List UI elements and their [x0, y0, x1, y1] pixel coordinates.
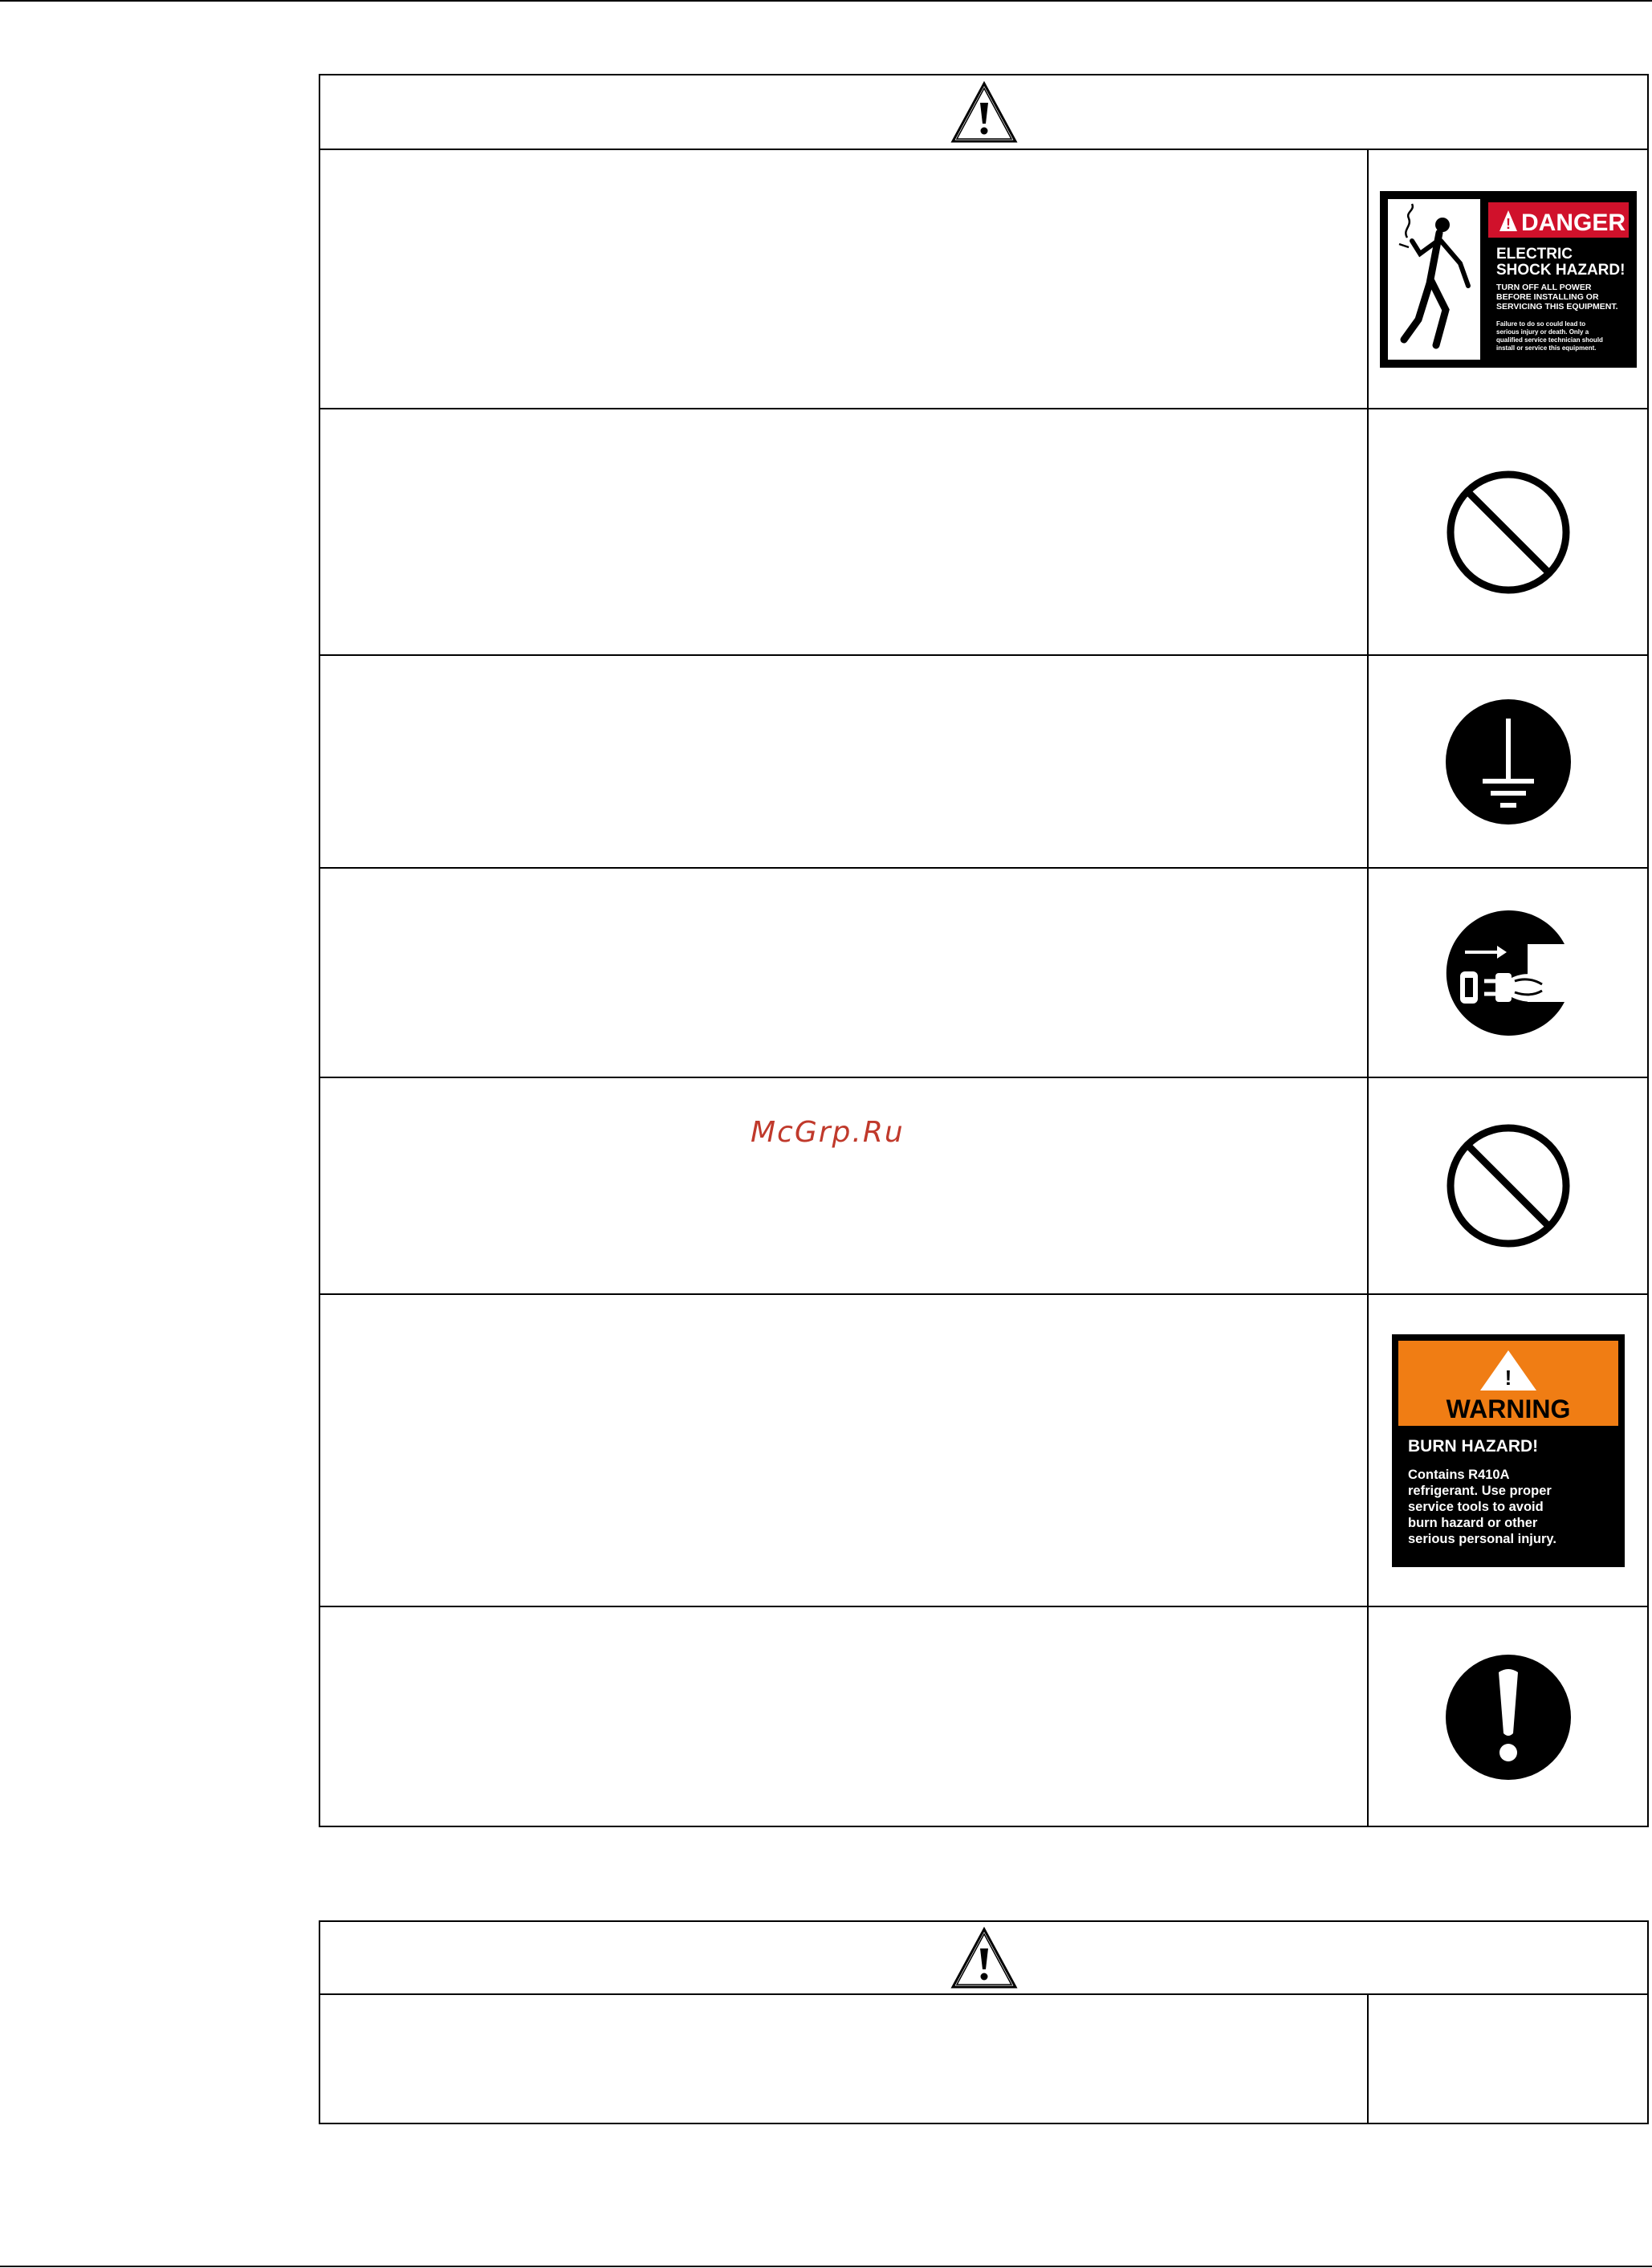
- row-text-cell: [320, 150, 1369, 408]
- row-text-cell: [320, 1078, 1369, 1293]
- warning-body-line1: Contains R410A: [1407, 1467, 1510, 1482]
- row-text-cell: [320, 409, 1369, 654]
- warning-body-line4: burn hazard or other: [1407, 1515, 1537, 1530]
- caution-table: [319, 1920, 1649, 2124]
- danger-note-line2: serious injury or death. Only a: [1495, 328, 1589, 336]
- row-text-cell: [320, 1607, 1369, 1827]
- warning-heading: BURN HAZARD!: [1407, 1436, 1538, 1456]
- table-row: [320, 1078, 1647, 1295]
- table-row: [320, 656, 1647, 869]
- danger-heading-line1: ELECTRIC: [1495, 245, 1573, 263]
- row-text-cell: [320, 1295, 1369, 1606]
- warning-body-line5: serious personal injury.: [1407, 1531, 1556, 1546]
- row-icon-cell: [1369, 869, 1647, 1077]
- table-row: [320, 869, 1647, 1078]
- ground-earth-icon: [1444, 698, 1573, 826]
- warning-table-header: [320, 75, 1647, 150]
- table-row: [320, 1295, 1647, 1607]
- row-icon-cell: [1369, 1995, 1647, 2124]
- row-icon-cell: [1369, 656, 1647, 867]
- top-rule: [0, 0, 1652, 2]
- electric-shock-danger-label: [1380, 191, 1637, 368]
- danger-instruction-line1: TURN OFF ALL POWER: [1495, 282, 1591, 292]
- danger-note-line3: qualified service technician should: [1495, 336, 1603, 344]
- row-icon-cell: [1369, 1078, 1647, 1293]
- table-row: [320, 409, 1647, 656]
- warning-title: WARNING: [1446, 1394, 1570, 1423]
- table-row: [320, 1995, 1647, 2124]
- table-row: [320, 1607, 1647, 1827]
- row-icon-cell: [1369, 150, 1647, 408]
- watermark: McGrp.Ru: [751, 1116, 905, 1149]
- row-icon-cell: [1369, 1295, 1647, 1606]
- warning-body-line3: service tools to avoid: [1407, 1499, 1544, 1514]
- row-text-cell: [320, 869, 1369, 1077]
- warning-body-line2: refrigerant. Use proper: [1407, 1483, 1552, 1498]
- svg-text:!: !: [1505, 215, 1511, 232]
- danger-heading-line2: SHOCK HAZARD!: [1495, 261, 1625, 279]
- svg-text:!: !: [1504, 1365, 1512, 1390]
- danger-instruction-line3: SERVICING THIS EQUIPMENT.: [1495, 301, 1617, 311]
- danger-title: DANGER: [1520, 209, 1626, 236]
- row-text-cell: [320, 656, 1369, 867]
- prohibited-icon: [1444, 1122, 1573, 1250]
- warning-table: [319, 74, 1649, 1827]
- danger-note-line1: Failure to do so could lead to: [1495, 320, 1585, 328]
- caution-triangle-icon: [950, 1926, 1018, 1990]
- caution-triangle-icon: [950, 80, 1018, 145]
- row-text-cell: [320, 1995, 1369, 2124]
- caution-table-header: [320, 1922, 1647, 1995]
- mandatory-exclamation-icon: [1444, 1653, 1573, 1781]
- burn-hazard-warning-label: [1392, 1334, 1625, 1567]
- bottom-rule: [0, 2266, 1652, 2267]
- row-icon-cell: [1369, 1607, 1647, 1827]
- row-icon-cell: [1369, 409, 1647, 654]
- danger-note-line4: install or service this equipment.: [1495, 344, 1596, 352]
- table-row: [320, 150, 1647, 409]
- prohibited-icon: [1444, 468, 1573, 597]
- danger-instruction-line2: BEFORE INSTALLING OR: [1495, 291, 1599, 302]
- unplug-icon: [1444, 909, 1573, 1037]
